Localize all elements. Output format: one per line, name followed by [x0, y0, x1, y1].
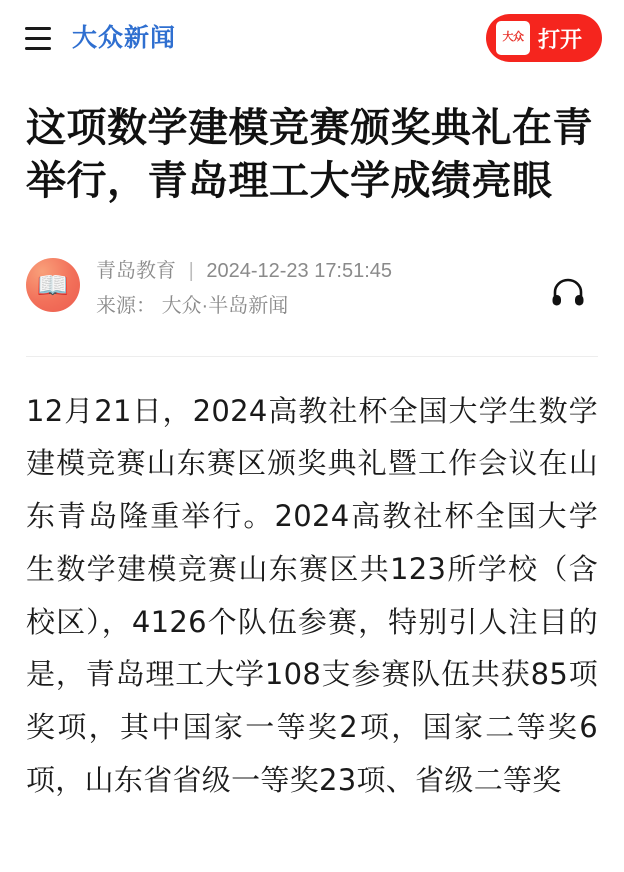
menu-line	[25, 47, 51, 50]
source-value: 大众·半岛新闻	[161, 294, 289, 317]
menu-line	[25, 37, 51, 40]
meta-source-line	[96, 290, 392, 322]
article-body: 12月21日，2024高教社杯全国大学生数学建模竞赛山东赛区颁奖典礼暨工作会议在山东青岛隆重举行。2024高教社杯全国大学生数学建模竞赛山东赛区共123所学校（含校区），4126个队伍参赛，特别引人注目的是，青岛理工大学108支参赛队伍共获85项奖项，其中国家一等奖2项，国家二等奖6项，山东省省级一等奖23项、省级二等奖	[26, 393, 598, 797]
section-divider	[26, 356, 598, 357]
open-in-app-button[interactable]	[486, 14, 602, 62]
book-icon: 📖	[36, 269, 70, 300]
author-name[interactable]: 青岛教育	[96, 259, 176, 282]
menu-line	[25, 27, 51, 30]
page-title: 这项数学建模竞赛颁奖典礼在青举行，青岛理工大学成绩亮眼	[26, 105, 593, 204]
timestamp: 2024-12-23 17:51:45	[206, 259, 393, 282]
avatar[interactable]	[26, 258, 80, 312]
article-container	[0, 76, 624, 872]
open-in-app-label: 打开	[537, 26, 582, 52]
headphones-glyph	[551, 277, 585, 307]
hamburger-menu-icon[interactable]	[18, 18, 58, 58]
top-navigation-bar	[0, 0, 624, 76]
site-brand-logo[interactable]: 大众新闻	[72, 23, 177, 52]
meta-text-group	[96, 254, 392, 322]
article-meta	[26, 254, 598, 322]
source-label: 来源：	[96, 294, 156, 317]
headphones-icon[interactable]	[546, 270, 590, 314]
app-logo-icon: 大众	[496, 21, 530, 55]
meta-separator: |	[188, 259, 194, 282]
meta-primary-line	[96, 256, 392, 286]
